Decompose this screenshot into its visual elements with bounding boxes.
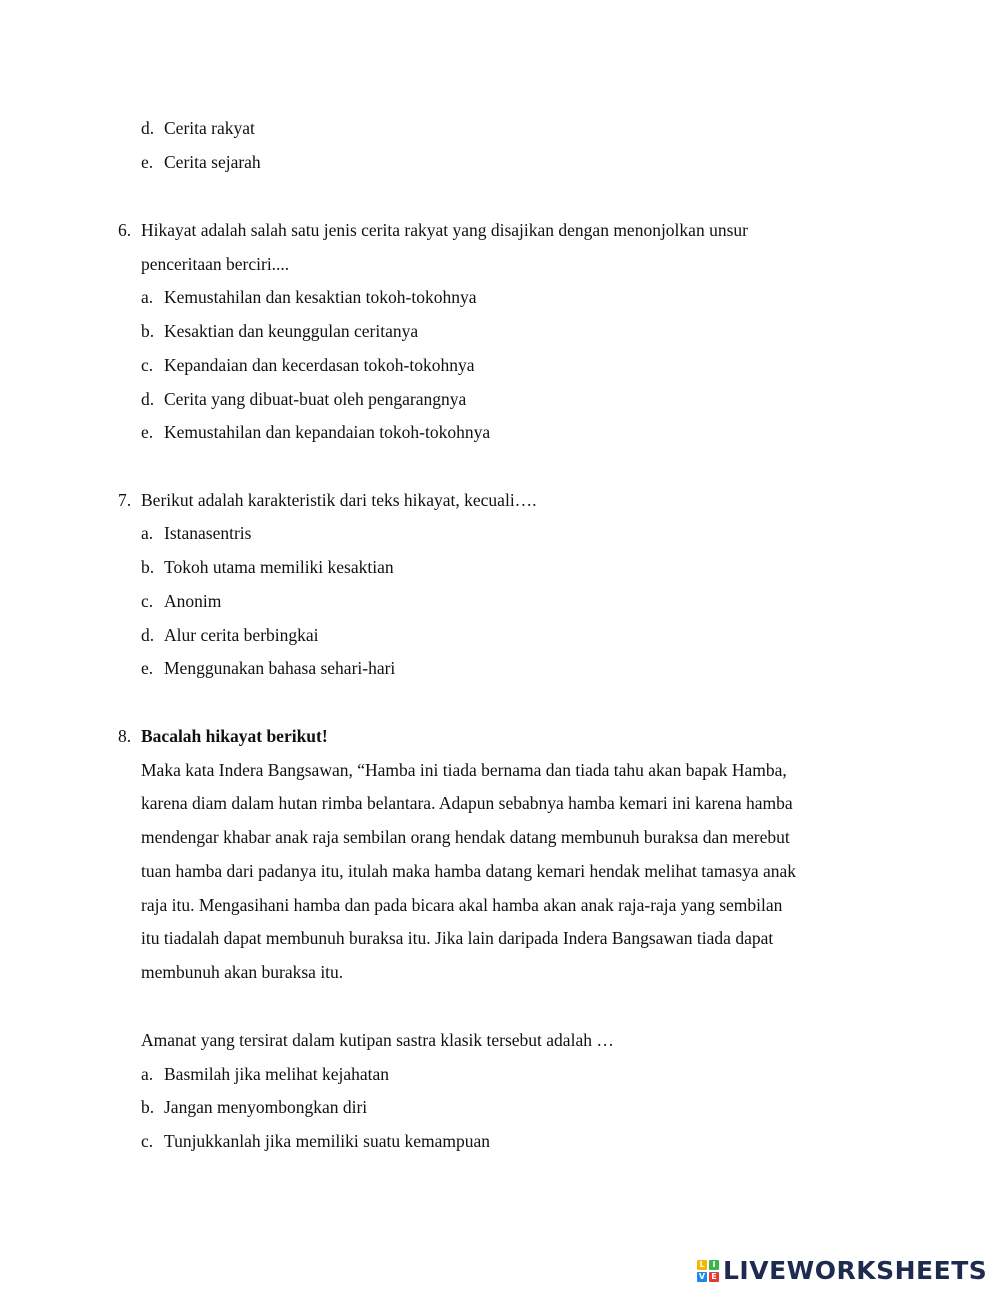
option-text: Cerita sejarah	[164, 152, 261, 172]
option-text: Basmilah jika melihat kejahatan	[164, 1064, 389, 1084]
option-text: Cerita rakyat	[164, 118, 255, 138]
option-text: Cerita yang dibuat-buat oleh pengarangnya	[164, 389, 467, 409]
passage-line: karena diam dalam hutan rimba belantara. Adapun sebabnya hamba kemari ini karena hamba	[141, 793, 793, 813]
option-text: Alur cerita berbingkai	[164, 625, 319, 645]
passage-line: Maka kata Indera Bangsawan, “Hamba ini tiada bernama dan tiada tahu akan bapak Hamba,	[141, 760, 787, 780]
option-text: Istanasentris	[164, 523, 252, 543]
option-letter: d.	[141, 118, 155, 138]
option-text: Kepandaian dan kecerdasan tokoh-tokohnya	[164, 355, 475, 375]
passage-line: mendengar khabar anak raja sembilan orang hendak datang membunuh buraksa dan merebut	[141, 827, 790, 847]
passage-line: membunuh akan buraksa itu.	[141, 962, 344, 982]
option-text: Kemustahilan dan kepandaian tokoh-tokohnya	[164, 422, 491, 442]
option-letter: e.	[141, 422, 154, 442]
option-letter: d.	[141, 625, 155, 645]
question-number: 6.	[118, 220, 132, 240]
passage-line: tuan hamba dari padanya itu, itulah maka hamba datang kemari hendak melihat tamasya anak	[141, 861, 797, 881]
question-text: Hikayat adalah salah satu jenis cerita rakyat yang disajikan dengan menonjolkan unsur	[141, 220, 748, 240]
option-text: Tokoh utama memiliki kesaktian	[164, 557, 394, 577]
logo-text: LIVEWORKSHEETS	[723, 1256, 988, 1285]
option-text: Tunjukkanlah jika memiliki suatu kemampuan	[164, 1131, 490, 1151]
option-letter: c.	[141, 591, 154, 611]
option-letter: d.	[141, 389, 155, 409]
option-text: Anonim	[164, 591, 222, 611]
option-letter: c.	[141, 355, 154, 375]
option-letter: b.	[141, 1097, 155, 1117]
option-letter: e.	[141, 152, 154, 172]
option-letter: e.	[141, 658, 154, 678]
option-text: Jangan menyombongkan diri	[164, 1097, 368, 1117]
option-letter: a.	[141, 287, 154, 307]
logo-icon	[697, 1260, 719, 1282]
option-letter: b.	[141, 557, 155, 577]
option-letter: a.	[141, 1064, 154, 1084]
option-text: Menggunakan bahasa sehari-hari	[164, 658, 396, 678]
passage-line: itu tiadalah dapat membunuh buraksa itu. Jika lain daripada Indera Bangsawan tiada dapat	[141, 928, 774, 948]
passage-line: raja itu. Mengasihani hamba dan pada bicara akal hamba akan anak raja-raja yang sembilan	[141, 895, 783, 915]
question-text: Berikut adalah karakteristik dari teks hikayat, kecuali….	[141, 490, 537, 510]
option-text: Kemustahilan dan kesaktian tokoh-tokohnya	[164, 287, 477, 307]
option-letter: a.	[141, 523, 154, 543]
question-heading: Bacalah hikayat berikut!	[141, 726, 328, 746]
logo-tile: L	[697, 1260, 707, 1270]
logo-tile: I	[709, 1260, 719, 1270]
logo-tile: V	[698, 1272, 706, 1281]
logo-tile: E	[709, 1272, 719, 1282]
question-text: penceritaan berciri....	[141, 254, 290, 274]
question-text: Amanat yang tersirat dalam kutipan sastra klasik tersebut adalah …	[141, 1030, 614, 1050]
question-number: 7.	[118, 490, 132, 510]
question-number: 8.	[118, 726, 132, 746]
option-letter: c.	[141, 1131, 154, 1151]
option-letter: b.	[141, 321, 155, 341]
option-text: Kesaktian dan keunggulan ceritanya	[164, 321, 419, 341]
liveworksheets-logo	[697, 1257, 987, 1285]
